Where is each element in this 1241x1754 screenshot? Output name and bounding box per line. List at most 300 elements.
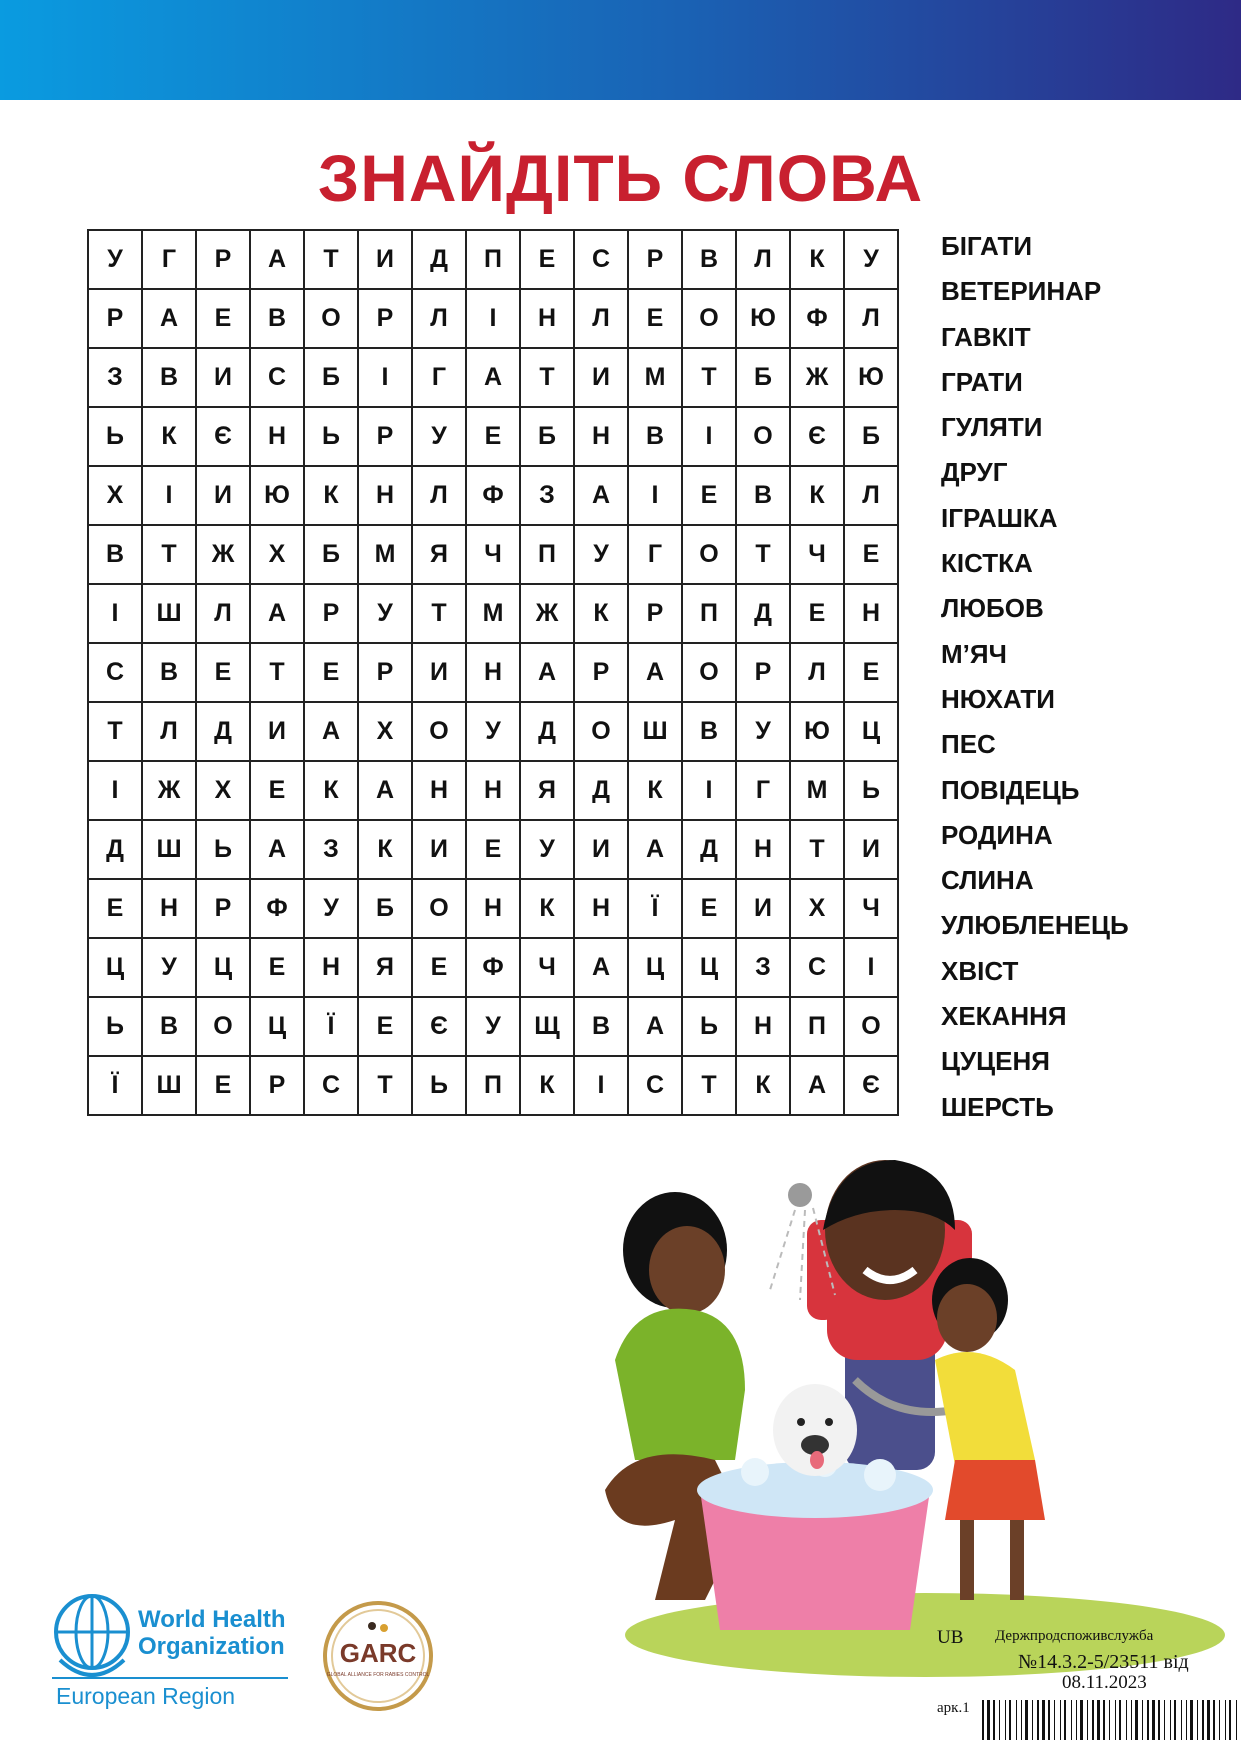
grid-cell: Р [629, 585, 683, 644]
kids-washing-dog-illustration [595, 1160, 1241, 1690]
grid-cell: Н [413, 762, 467, 821]
grid-cell: В [143, 998, 197, 1057]
barcode-bar [1174, 1700, 1176, 1740]
grid-cell: Е [197, 644, 251, 703]
grid-cell: А [251, 231, 305, 290]
grid-cell: Є [845, 1057, 899, 1116]
barcode-bar [1229, 1700, 1231, 1740]
word-list-item: ГРАТИ [941, 366, 1023, 397]
grid-cell: С [251, 349, 305, 408]
grid-cell: Б [737, 349, 791, 408]
barcode-bar [1207, 1700, 1210, 1740]
grid-cell: Ш [143, 821, 197, 880]
grid-cell: К [521, 880, 575, 939]
grid-cell: С [791, 939, 845, 998]
grid-cell: А [629, 821, 683, 880]
grid-cell: Х [197, 762, 251, 821]
grid-cell: Ь [305, 408, 359, 467]
grid-cell: У [467, 703, 521, 762]
barcode-bar [1109, 1700, 1110, 1740]
grid-cell: Е [413, 939, 467, 998]
barcode-bar [1225, 1700, 1226, 1740]
grid-cell: А [791, 1057, 845, 1116]
barcode-bar [1064, 1700, 1066, 1740]
grid-cell: Е [197, 290, 251, 349]
grid-cell: Р [359, 290, 413, 349]
grid-cell: Е [89, 880, 143, 939]
grid-cell: И [845, 821, 899, 880]
barcode-bar [1147, 1700, 1149, 1740]
barcode-bar [1021, 1700, 1022, 1740]
barcode-bar [993, 1700, 995, 1740]
grid-cell: Л [791, 644, 845, 703]
grid-cell: Е [845, 526, 899, 585]
grid-cell: А [359, 762, 413, 821]
grid-cell: Л [413, 467, 467, 526]
grid-cell: Н [575, 408, 629, 467]
grid-cell: О [683, 290, 737, 349]
grid-cell: Т [305, 231, 359, 290]
grid-cell: Е [629, 290, 683, 349]
grid-cell: Н [845, 585, 899, 644]
grid-cell: А [143, 290, 197, 349]
grid-cell: У [467, 998, 521, 1057]
grid-cell: Ж [521, 585, 575, 644]
barcode-bar [1076, 1700, 1077, 1740]
grid-cell: Т [143, 526, 197, 585]
grid-cell: Г [737, 762, 791, 821]
grid-cell: Х [89, 467, 143, 526]
word-list-item: ПЕС [941, 729, 996, 760]
grid-cell: Я [521, 762, 575, 821]
grid-cell: Т [359, 1057, 413, 1116]
grid-cell: Т [683, 1057, 737, 1116]
grid-cell: Е [467, 821, 521, 880]
grid-cell: О [845, 998, 899, 1057]
grid-cell: Е [683, 880, 737, 939]
barcode-bar [1202, 1700, 1204, 1740]
grid-cell: Б [305, 349, 359, 408]
grid-cell: Р [197, 231, 251, 290]
grid-cell: У [575, 526, 629, 585]
grid-cell: І [845, 939, 899, 998]
grid-cell: Г [413, 349, 467, 408]
garc-subtitle: GLOBAL ALLIANCE FOR RABIES CONTROL [326, 1672, 430, 1678]
grid-cell: К [143, 408, 197, 467]
grid-cell: И [197, 349, 251, 408]
grid-cell: И [737, 880, 791, 939]
grid-cell: Ч [791, 526, 845, 585]
grid-cell: А [467, 349, 521, 408]
stamp-number: №14.3.2-5/23511 від [1018, 1651, 1189, 1673]
grid-cell: Р [629, 231, 683, 290]
barcode-bar [1087, 1700, 1088, 1740]
grid-cell: Х [791, 880, 845, 939]
grid-cell: Р [251, 1057, 305, 1116]
word-list-item: ІГРАШКА [941, 502, 1058, 533]
grid-cell: Ь [197, 821, 251, 880]
barcode-bar [1054, 1700, 1055, 1740]
grid-cell: Є [197, 408, 251, 467]
grid-cell: И [197, 467, 251, 526]
grid-cell: З [89, 349, 143, 408]
grid-cell: Е [683, 467, 737, 526]
grid-cell: М [629, 349, 683, 408]
barcode-bar [1142, 1700, 1143, 1740]
barcode-bar [999, 1700, 1000, 1740]
grid-cell: Е [845, 644, 899, 703]
grid-cell: А [575, 467, 629, 526]
grid-cell: В [629, 408, 683, 467]
grid-cell: О [197, 998, 251, 1057]
grid-cell: Н [737, 821, 791, 880]
grid-cell: Г [143, 231, 197, 290]
grid-cell: Л [197, 585, 251, 644]
grid-cell: Н [575, 880, 629, 939]
barcode-bar [1115, 1700, 1116, 1740]
grid-cell: В [683, 231, 737, 290]
grid-cell: Ц [629, 939, 683, 998]
barcode-bar [1025, 1700, 1028, 1740]
grid-cell: Д [521, 703, 575, 762]
grid-cell: Є [791, 408, 845, 467]
barcode-bar [1236, 1700, 1237, 1740]
grid-cell: Ц [89, 939, 143, 998]
word-list-item: СЛИНА [941, 865, 1034, 896]
grid-cell: Х [251, 526, 305, 585]
barcode-bar [1042, 1700, 1045, 1740]
grid-cell: Т [251, 644, 305, 703]
grid-cell: К [305, 467, 359, 526]
grid-cell: Ж [143, 762, 197, 821]
barcode-bar [1060, 1700, 1061, 1740]
grid-cell: Ц [683, 939, 737, 998]
grid-cell: У [845, 231, 899, 290]
grid-cell: В [683, 703, 737, 762]
grid-cell: З [521, 467, 575, 526]
grid-cell: Ф [467, 939, 521, 998]
word-list-item: НЮХАТИ [941, 683, 1055, 714]
grid-cell: Н [737, 998, 791, 1057]
grid-cell: К [791, 231, 845, 290]
grid-cell: Ю [845, 349, 899, 408]
barcode-bar [1071, 1700, 1072, 1740]
grid-cell: О [305, 290, 359, 349]
grid-cell: Д [197, 703, 251, 762]
grid-cell: З [737, 939, 791, 998]
word-list-item: ХЕКАННЯ [941, 1001, 1067, 1032]
grid-cell: В [575, 998, 629, 1057]
grid-cell: В [143, 349, 197, 408]
grid-cell: Г [629, 526, 683, 585]
word-list-item: ЛЮБОВ [941, 593, 1044, 624]
grid-cell: Е [359, 998, 413, 1057]
grid-cell: Д [575, 762, 629, 821]
grid-cell: А [251, 585, 305, 644]
barcode-bar [1126, 1700, 1127, 1740]
grid-cell: Ф [467, 467, 521, 526]
grid-cell: О [413, 703, 467, 762]
grid-cell: Ц [251, 998, 305, 1057]
grid-cell: Р [575, 644, 629, 703]
grid-cell: У [305, 880, 359, 939]
who-divider [52, 1677, 288, 1679]
grid-cell: И [251, 703, 305, 762]
barcode-bar [1158, 1700, 1160, 1740]
barcode-bar [987, 1700, 990, 1740]
stamp-date: 08.11.2023 [1062, 1672, 1147, 1693]
grid-cell: М [359, 526, 413, 585]
word-list-item: ГАВКІТ [941, 321, 1031, 352]
grid-cell: А [629, 998, 683, 1057]
grid-cell: Ч [467, 526, 521, 585]
grid-cell: Б [359, 880, 413, 939]
grid-cell: У [413, 408, 467, 467]
grid-cell: О [683, 526, 737, 585]
grid-cell: С [305, 1057, 359, 1116]
grid-cell: Л [845, 467, 899, 526]
grid-cell: А [251, 821, 305, 880]
barcode-bar [1164, 1700, 1165, 1740]
grid-cell: Ф [791, 290, 845, 349]
grid-cell: П [467, 231, 521, 290]
barcode-bar [1219, 1700, 1220, 1740]
grid-cell: П [521, 526, 575, 585]
grid-cell: І [359, 349, 413, 408]
barcode-bar [1186, 1700, 1187, 1740]
grid-cell: Д [683, 821, 737, 880]
grid-cell: Л [845, 290, 899, 349]
grid-cell: Т [791, 821, 845, 880]
grid-cell: Р [359, 644, 413, 703]
grid-cell: О [413, 880, 467, 939]
barcode-bar [1037, 1700, 1039, 1740]
word-list-item: М’ЯЧ [941, 638, 1007, 669]
grid-cell: А [521, 644, 575, 703]
word-list-item: ХВІСТ [941, 955, 1019, 986]
barcode-bar [1080, 1700, 1083, 1740]
barcode-bar [1103, 1700, 1105, 1740]
barcode-bar [1092, 1700, 1094, 1740]
grid-cell: Ь [413, 1057, 467, 1116]
grid-cell: І [143, 467, 197, 526]
grid-cell: И [413, 644, 467, 703]
grid-cell: І [89, 585, 143, 644]
word-list-item: ЦУЦЕНЯ [941, 1046, 1050, 1077]
word-list-item: УЛЮБЛЕНЕЦЬ [941, 910, 1129, 941]
grid-cell: О [575, 703, 629, 762]
grid-cell: Я [359, 939, 413, 998]
barcode-bar [982, 1700, 984, 1740]
grid-cell: Т [737, 526, 791, 585]
grid-cell: З [305, 821, 359, 880]
grid-cell: Х [359, 703, 413, 762]
word-list-item: БІГАТИ [941, 231, 1033, 261]
grid-cell: В [89, 526, 143, 585]
grid-cell: К [305, 762, 359, 821]
grid-cell: О [737, 408, 791, 467]
barcode-bar [1005, 1700, 1006, 1740]
grid-cell: У [737, 703, 791, 762]
who-name-line2: Organization [138, 1633, 285, 1660]
grid-cell: Є [413, 998, 467, 1057]
grid-cell: Р [305, 585, 359, 644]
grid-cell: В [251, 290, 305, 349]
grid-cell: Я [413, 526, 467, 585]
grid-cell: Ї [89, 1057, 143, 1116]
grid-cell: О [683, 644, 737, 703]
grid-cell: К [575, 585, 629, 644]
grid-cell: Л [413, 290, 467, 349]
grid-cell: Ш [629, 703, 683, 762]
grid-cell: Н [467, 762, 521, 821]
grid-cell: Ь [89, 408, 143, 467]
grid-cell: І [683, 408, 737, 467]
grid-cell: І [89, 762, 143, 821]
grid-cell: Ч [845, 880, 899, 939]
barcode-bar [1097, 1700, 1100, 1740]
barcode-bar [1009, 1700, 1011, 1740]
grid-cell: К [737, 1057, 791, 1116]
stamp-code: UB [937, 1627, 964, 1648]
garc-logo [322, 1600, 434, 1712]
word-list-item: ГУЛЯТИ [941, 412, 1043, 443]
grid-cell: Н [305, 939, 359, 998]
grid-cell: К [521, 1057, 575, 1116]
grid-cell: К [629, 762, 683, 821]
who-name [138, 1606, 286, 1660]
grid-cell: К [791, 467, 845, 526]
word-list [941, 224, 1129, 1130]
grid-cell: С [629, 1057, 683, 1116]
barcode-bar [1152, 1700, 1155, 1740]
grid-cell: Ь [845, 762, 899, 821]
grid-cell: Е [521, 231, 575, 290]
grid-cell: П [467, 1057, 521, 1116]
grid-cell: Ї [629, 880, 683, 939]
grid-cell: І [575, 1057, 629, 1116]
grid-cell: А [629, 644, 683, 703]
grid-cell: Е [197, 1057, 251, 1116]
grid-cell: Т [413, 585, 467, 644]
grid-cell: У [521, 821, 575, 880]
grid-cell: Ш [143, 585, 197, 644]
garc-title: GARC [339, 1638, 417, 1668]
grid-cell: Ц [845, 703, 899, 762]
barcode [982, 1700, 1240, 1740]
grid-cell: М [467, 585, 521, 644]
grid-cell: І [629, 467, 683, 526]
grid-cell: С [89, 644, 143, 703]
barcode-bar [1213, 1700, 1215, 1740]
grid-cell: И [575, 349, 629, 408]
grid-cell: Б [305, 526, 359, 585]
grid-cell: Ь [89, 998, 143, 1057]
word-list-item: ВЕТЕРИНАР [941, 276, 1102, 307]
word-list-item: ШЕРСТЬ [941, 1091, 1054, 1122]
grid-cell: Л [143, 703, 197, 762]
grid-cell: П [683, 585, 737, 644]
grid-cell: Н [467, 880, 521, 939]
stamp-sheet: арк.1 [937, 1700, 970, 1716]
grid-cell: Ь [683, 998, 737, 1057]
barcode-bar [1119, 1700, 1121, 1740]
grid-cell: Е [251, 939, 305, 998]
grid-cell: І [467, 290, 521, 349]
barcode-bar [1190, 1700, 1193, 1740]
grid-cell: Е [251, 762, 305, 821]
grid-cell: Щ [521, 998, 575, 1057]
grid-cell: Т [89, 703, 143, 762]
stamp-org: Держпродспоживслужба [995, 1628, 1154, 1644]
grid-cell: А [575, 939, 629, 998]
grid-cell: И [359, 231, 413, 290]
barcode-bar [1016, 1700, 1017, 1740]
grid-cell: Т [521, 349, 575, 408]
grid-cell: Ї [305, 998, 359, 1057]
grid-cell: Н [521, 290, 575, 349]
word-list-item: КІСТКА [941, 548, 1033, 579]
grid-cell: Т [683, 349, 737, 408]
grid-cell: Н [143, 880, 197, 939]
grid-cell: Б [521, 408, 575, 467]
grid-cell: Б [845, 408, 899, 467]
grid-cell: С [575, 231, 629, 290]
barcode-bar [1197, 1700, 1198, 1740]
grid-cell: Е [305, 644, 359, 703]
grid-cell: Ц [197, 939, 251, 998]
who-region: European Region [56, 1683, 236, 1709]
grid-cell: У [143, 939, 197, 998]
grid-cell: Р [89, 290, 143, 349]
grid-cell: Ю [251, 467, 305, 526]
grid-cell: Е [791, 585, 845, 644]
grid-cell: У [359, 585, 413, 644]
grid-cell: В [143, 644, 197, 703]
word-search-grid [87, 229, 899, 1116]
grid-cell: Л [737, 231, 791, 290]
grid-cell: П [791, 998, 845, 1057]
grid-cell: Д [89, 821, 143, 880]
word-list-item: ДРУГ [941, 457, 1008, 488]
grid-cell: Р [197, 880, 251, 939]
grid-cell: Ф [251, 880, 305, 939]
grid-cell: А [305, 703, 359, 762]
grid-cell: Ж [791, 349, 845, 408]
header-band [0, 0, 1241, 100]
page-title: ЗНАЙДІТЬ СЛОВА [317, 141, 924, 215]
grid-cell: И [575, 821, 629, 880]
barcode-bar [1032, 1700, 1033, 1740]
grid-cell: У [89, 231, 143, 290]
grid-cell: И [413, 821, 467, 880]
grid-cell: Ш [143, 1057, 197, 1116]
grid-cell: Н [251, 408, 305, 467]
grid-cell: Л [575, 290, 629, 349]
grid-cell: Ю [791, 703, 845, 762]
word-list-item: РОДИНА [941, 819, 1053, 850]
who-name-line1: World Health [138, 1606, 286, 1633]
grid-cell: М [791, 762, 845, 821]
grid-cell: К [359, 821, 413, 880]
grid-cell: Ж [197, 526, 251, 585]
grid-cell: Н [359, 467, 413, 526]
barcode-bar [1135, 1700, 1138, 1740]
grid-cell: Д [413, 231, 467, 290]
grid-cell: Р [737, 644, 791, 703]
grid-cell: І [683, 762, 737, 821]
barcode-bar [1131, 1700, 1132, 1740]
